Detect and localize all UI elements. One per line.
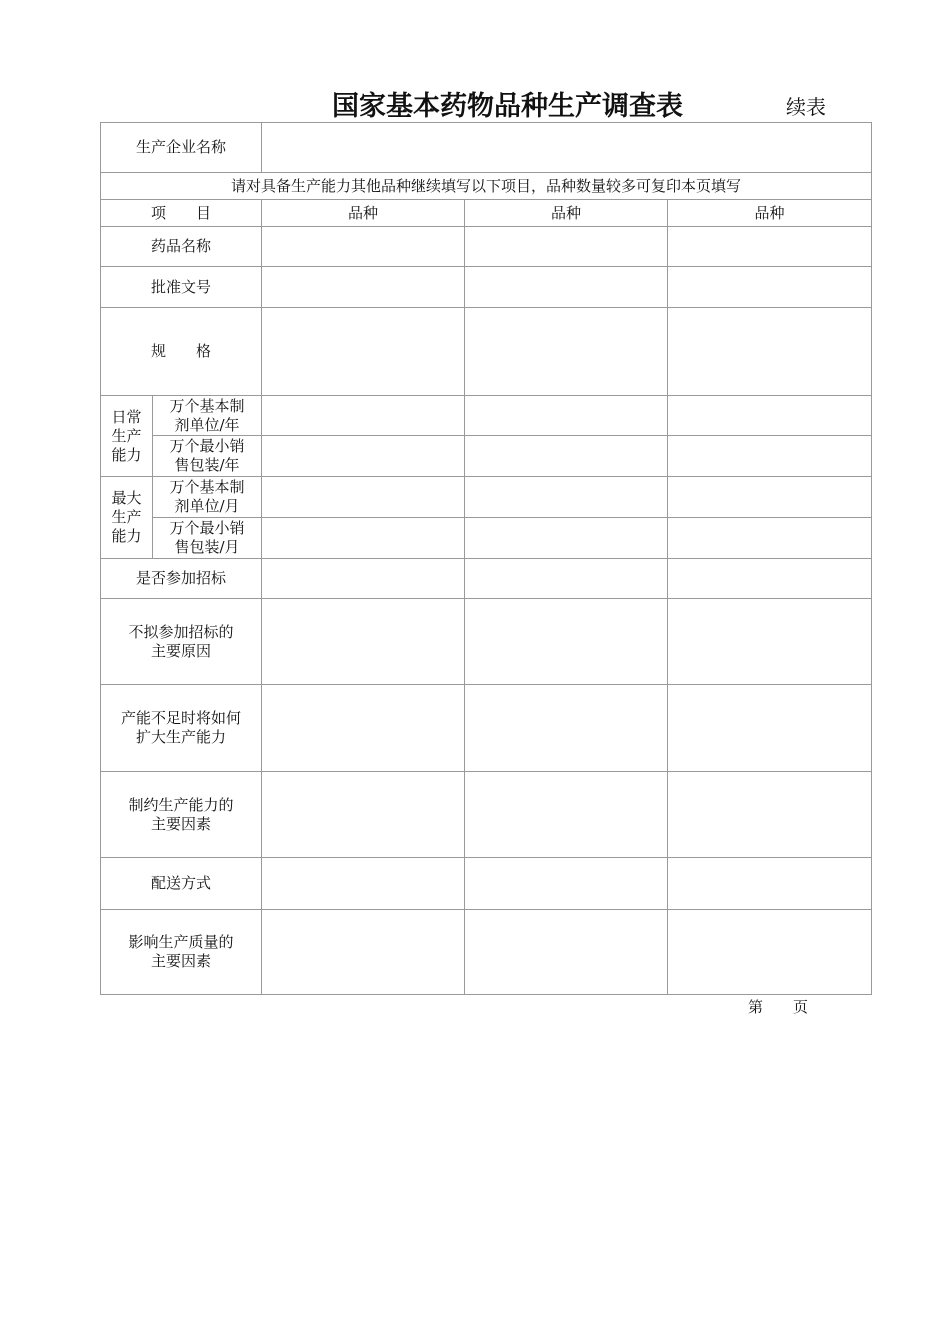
item-header: 项 目 [101, 200, 262, 227]
spec-row [101, 308, 872, 396]
input-cell[interactable] [465, 559, 668, 599]
daily-capacity-row-2 [101, 436, 872, 477]
input-cell[interactable] [668, 227, 872, 267]
quality-factor-row [101, 910, 872, 995]
input-cell[interactable] [262, 518, 465, 559]
quality-factor-label: 影响生产质量的主要因素 [101, 910, 262, 995]
input-cell[interactable] [668, 396, 872, 436]
variety-header-1: 品种 [262, 200, 465, 227]
daily-capacity-unit-label: 万个基本制剂单位/年 [153, 396, 262, 436]
input-cell[interactable] [262, 910, 465, 995]
company-row [101, 123, 872, 173]
input-cell[interactable] [262, 227, 465, 267]
expand-capacity-row [101, 685, 872, 772]
daily-capacity-group-label: 日常生产能力 [101, 396, 153, 477]
company-input-cell[interactable] [262, 123, 872, 173]
input-cell[interactable] [465, 227, 668, 267]
input-cell[interactable] [668, 910, 872, 995]
input-cell[interactable] [668, 559, 872, 599]
input-cell[interactable] [262, 436, 465, 477]
input-cell[interactable] [668, 308, 872, 396]
drug-name-label: 药品名称 [101, 227, 262, 267]
continued-label: 续表 [786, 95, 826, 119]
expand-capacity-label: 产能不足时将如何扩大生产能力 [101, 685, 262, 772]
survey-table [100, 122, 872, 995]
max-capacity-unit-label: 万个基本制剂单位/月 [153, 477, 262, 518]
input-cell[interactable] [262, 477, 465, 518]
max-capacity-row-2 [101, 518, 872, 559]
input-cell[interactable] [262, 685, 465, 772]
instruction-row [101, 173, 872, 200]
no-bid-reason-row [101, 599, 872, 685]
spec-label: 规 格 [101, 308, 262, 396]
input-cell[interactable] [465, 518, 668, 559]
form-title: 国家基本药物品种生产调查表 [332, 91, 683, 122]
bidding-label: 是否参加招标 [101, 559, 262, 599]
input-cell[interactable] [262, 599, 465, 685]
input-cell[interactable] [262, 396, 465, 436]
max-capacity-row-1 [101, 477, 872, 518]
input-cell[interactable] [465, 685, 668, 772]
instruction-text: 请对具备生产能力其他品种继续填写以下项目，品种数量较多可复印本页填写 [101, 173, 872, 200]
input-cell[interactable] [465, 772, 668, 858]
input-cell[interactable] [668, 477, 872, 518]
approval-no-row [101, 267, 872, 308]
input-cell[interactable] [465, 910, 668, 995]
input-cell[interactable] [668, 518, 872, 559]
input-cell[interactable] [465, 477, 668, 518]
input-cell[interactable] [465, 308, 668, 396]
drug-name-row [101, 227, 872, 267]
approval-no-label: 批准文号 [101, 267, 262, 308]
input-cell[interactable] [262, 772, 465, 858]
input-cell[interactable] [262, 559, 465, 599]
constraint-row [101, 772, 872, 858]
bidding-row [101, 559, 872, 599]
input-cell[interactable] [465, 858, 668, 910]
max-capacity-pack-label: 万个最小销售包装/月 [153, 518, 262, 559]
input-cell[interactable] [262, 858, 465, 910]
daily-capacity-pack-label: 万个最小销售包装/年 [153, 436, 262, 477]
no-bid-reason-label: 不拟参加招标的主要原因 [101, 599, 262, 685]
max-capacity-group-label: 最大生产能力 [101, 477, 153, 559]
input-cell[interactable] [465, 267, 668, 308]
input-cell[interactable] [668, 858, 872, 910]
input-cell[interactable] [465, 396, 668, 436]
header-row [101, 200, 872, 227]
variety-header-2: 品种 [465, 200, 668, 227]
distribution-row [101, 858, 872, 910]
input-cell[interactable] [668, 772, 872, 858]
input-cell[interactable] [465, 436, 668, 477]
distribution-label: 配送方式 [101, 858, 262, 910]
company-label: 生产企业名称 [101, 123, 262, 173]
input-cell[interactable] [465, 599, 668, 685]
input-cell[interactable] [262, 267, 465, 308]
input-cell[interactable] [668, 599, 872, 685]
page-number-label: 第 页 [748, 998, 809, 1016]
input-cell[interactable] [668, 267, 872, 308]
input-cell[interactable] [668, 685, 872, 772]
constraint-label: 制约生产能力的主要因素 [101, 772, 262, 858]
input-cell[interactable] [262, 308, 465, 396]
input-cell[interactable] [668, 436, 872, 477]
daily-capacity-row-1 [101, 396, 872, 436]
variety-header-3: 品种 [668, 200, 872, 227]
